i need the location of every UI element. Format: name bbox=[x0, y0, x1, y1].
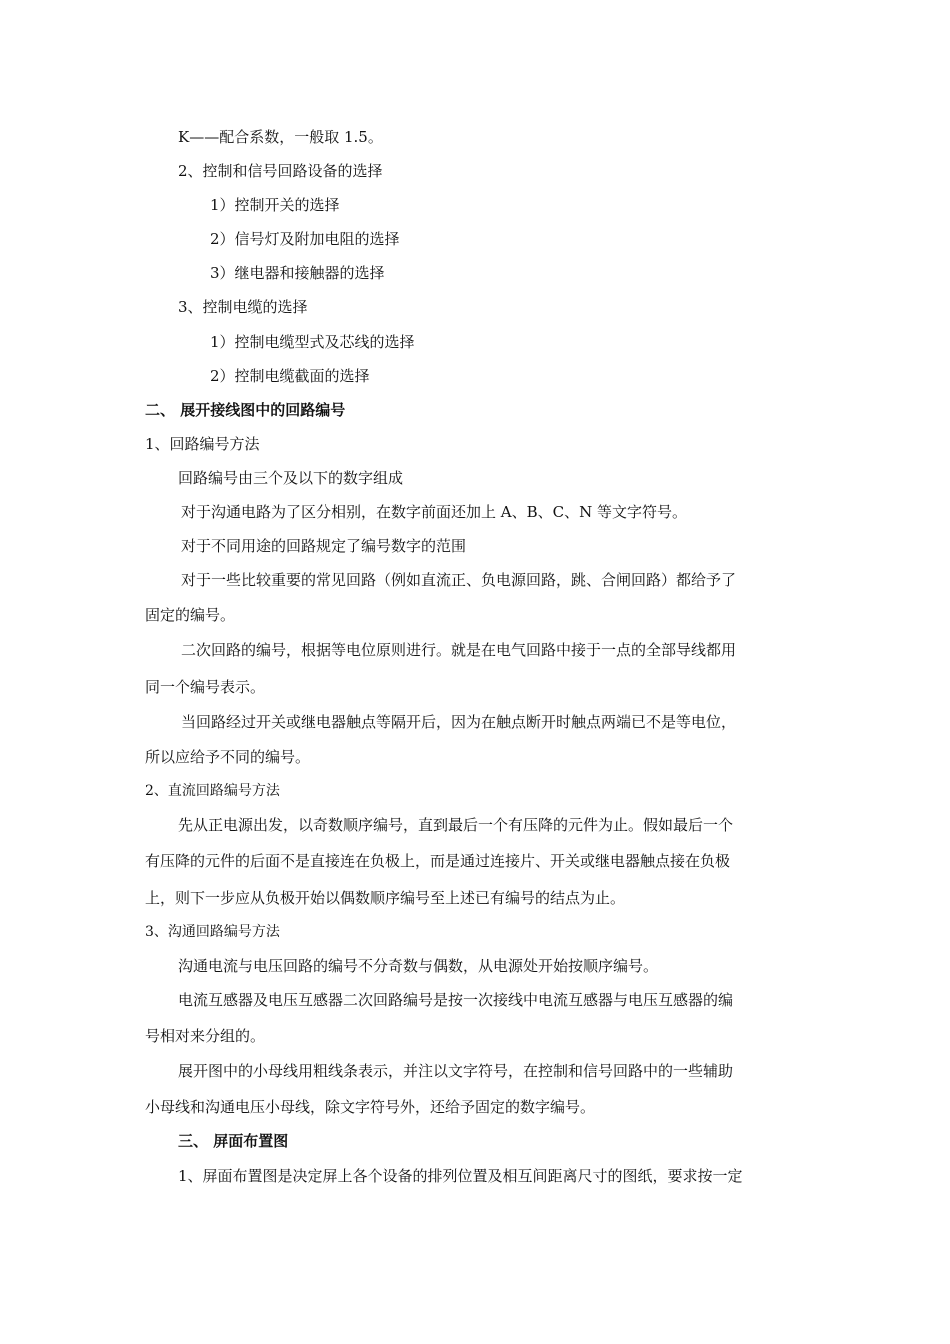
paragraph-line: 1、屏面布置图是决定屏上各个设备的排列位置及相互间距离尺寸的图纸，要求按一定 bbox=[178, 1167, 743, 1185]
paragraph-line: 有压降的元件的后面不是直接连在负极上，而是通过连接片、开关或继电器触点接在负极 bbox=[145, 852, 731, 870]
paragraph-line: 回路编号由三个及以下的数字组成 bbox=[178, 469, 404, 487]
subheading-ac-numbering: 3、沟通回路编号方法 bbox=[145, 924, 280, 940]
section-heading-panel-layout: 三、 屏面布置图 bbox=[178, 1132, 289, 1150]
heading-control-signal-equipment: 2、控制和信号回路设备的选择 bbox=[178, 162, 383, 180]
item-signal-lamp: 2）信号灯及附加电阻的选择 bbox=[210, 230, 400, 248]
paragraph-line: 展开图中的小母线用粗线条表示，并注以文字符号，在控制和信号回路中的一些辅助 bbox=[178, 1062, 734, 1080]
paragraph-line: 号相对来分组的。 bbox=[145, 1027, 266, 1045]
heading-control-cable: 3、控制电缆的选择 bbox=[178, 298, 308, 316]
paragraph-line: 电流互感器及电压互感器二次回路编号是按一次接线中电流互感器与电压互感器的编 bbox=[178, 991, 734, 1009]
paragraph-line: 所以应给予不同的编号。 bbox=[145, 748, 311, 766]
paragraph-line: 沟通电流与电压回路的编号不分奇数与偶数，从电源处开始按顺序编号。 bbox=[178, 957, 659, 975]
item-relay-contactor: 3）继电器和接触器的选择 bbox=[210, 264, 385, 282]
paragraph-line: 小母线和沟通电压小母线，除文字符号外，还给予固定的数字编号。 bbox=[145, 1098, 596, 1116]
item-cable-section: 2）控制电缆截面的选择 bbox=[210, 367, 370, 385]
subheading-dc-numbering: 2、直流回路编号方法 bbox=[145, 783, 280, 799]
paragraph-line: 上，则下一步应从负极开始以偶数顺序编号至上述已有编号的结点为止。 bbox=[145, 889, 626, 907]
paragraph-line: 同一个编号表示。 bbox=[145, 678, 266, 696]
text-line-k-coefficient: K——配合系数，一般取 1.5。 bbox=[178, 128, 383, 146]
item-cable-type: 1）控制电缆型式及芯线的选择 bbox=[210, 333, 415, 351]
paragraph-line: 固定的编号。 bbox=[145, 606, 236, 624]
section-heading-circuit-numbering: 二、 展开接线图中的回路编号 bbox=[145, 401, 346, 419]
paragraph-line: 当回路经过开关或继电器触点等隔开后，因为在触点断开时触点两端已不是等电位， bbox=[181, 713, 737, 731]
paragraph-line: 对于沟通电路为了区分相别，在数字前面还加上 A、B、C、N 等文字符号。 bbox=[181, 503, 687, 521]
item-control-switch: 1）控制开关的选择 bbox=[210, 196, 340, 214]
subheading-numbering-method: 1、回路编号方法 bbox=[145, 435, 260, 453]
paragraph-line: 先从正电源出发，以奇数顺序编号，直到最后一个有压降的元件为止。假如最后一个 bbox=[178, 816, 734, 834]
paragraph-line: 二次回路的编号，根据等电位原则进行。就是在电气回路中接于一点的全部导线都用 bbox=[181, 641, 737, 659]
paragraph-line: 对于不同用途的回路规定了编号数字的范围 bbox=[181, 537, 467, 555]
paragraph-line: 对于一些比较重要的常见回路（例如直流正、负电源回路，跳、合闸回路）都给予了 bbox=[181, 571, 737, 589]
